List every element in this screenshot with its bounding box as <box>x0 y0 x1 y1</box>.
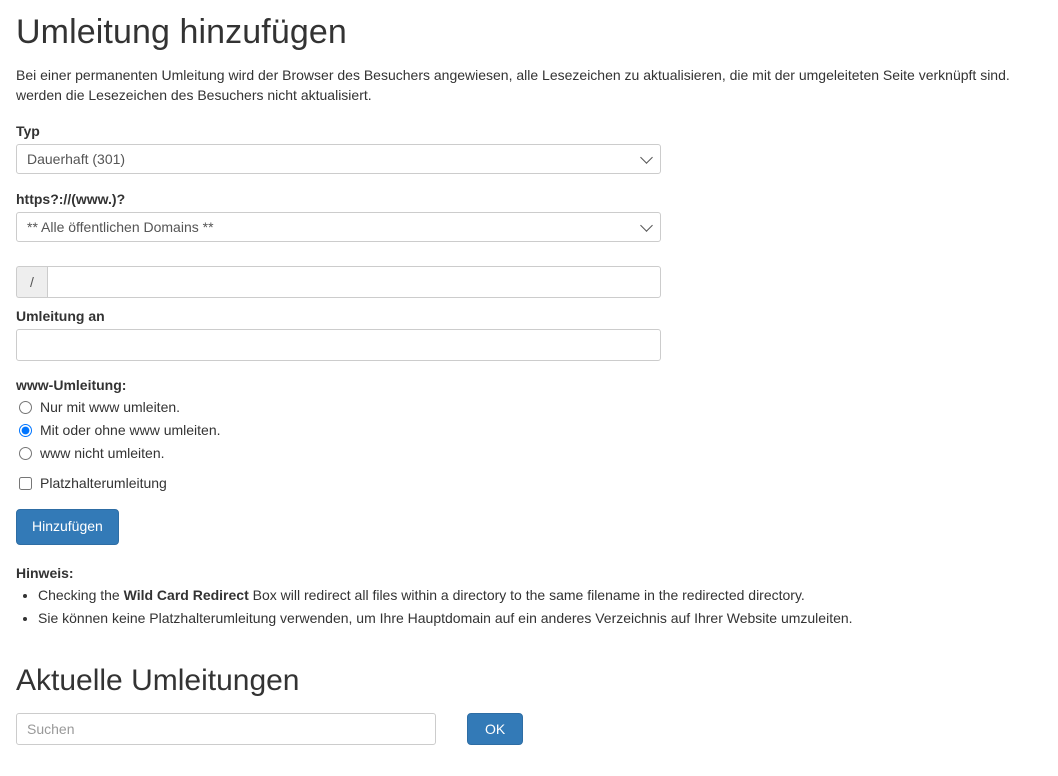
radio-with-or-without-www[interactable] <box>19 424 32 437</box>
type-select[interactable] <box>16 144 661 174</box>
wildcard-row[interactable] <box>16 475 1042 491</box>
domain-label: https?://(www.)? <box>16 191 126 208</box>
notes-title: Hinweis: <box>16 564 74 581</box>
spacer <box>16 259 1042 266</box>
type-label: Typ <box>16 123 40 140</box>
redirect-to-input[interactable] <box>16 329 661 361</box>
www-option-no-www[interactable] <box>16 444 1042 462</box>
notes-list <box>16 585 1042 629</box>
radio-only-www-label[interactable]: Nur mit www umleiten. <box>40 399 181 416</box>
path-input[interactable] <box>47 266 661 298</box>
note-suffix: Box will redirect all files within a directory to the same filename in the redirected directory. <box>248 586 805 603</box>
note-prefix: Checking the <box>38 586 124 603</box>
type-select-wrapper[interactable] <box>16 144 661 174</box>
www-redirect-label: www-Umleitung: <box>16 377 127 394</box>
add-redirect-button[interactable]: Hinzufügen <box>16 509 119 545</box>
note-prefix: Sie können keine Platzhalterumleitung verwenden, um Ihre Hauptdomain auf ein anderes Verzeichnis auf Ihrer Website umzuleiten. <box>38 609 853 626</box>
path-input-group <box>16 266 661 298</box>
search-input[interactable] <box>16 713 436 745</box>
domain-select[interactable] <box>16 212 661 242</box>
wildcard-label[interactable]: Platzhalterumleitung <box>40 475 167 492</box>
path-prefix-addon: / <box>16 266 47 298</box>
note-bold: Wild Card Redirect <box>123 586 249 603</box>
list-item <box>38 608 1042 629</box>
page-title: Umleitung hinzufügen <box>16 13 347 51</box>
radio-no-www-label[interactable]: www nicht umleiten. <box>40 445 165 462</box>
redirect-to-label: Umleitung an <box>16 308 105 325</box>
wildcard-checkbox[interactable] <box>19 477 32 490</box>
www-option-only-www[interactable] <box>16 398 1042 416</box>
current-redirects-title: Aktuelle Umleitungen <box>16 663 300 697</box>
radio-only-www[interactable] <box>19 401 32 414</box>
page-intro: Bei einer permanenten Umleitung wird der Browser des Besuchers angewiesen, alle Lesezeichen zu aktualisieren, die mit der umgeleiteten Seite verknüpft sind. werden die Lesezeichen des Besuchers nicht aktualisiert. <box>16 66 1010 104</box>
list-item <box>38 585 1042 606</box>
radio-no-www[interactable] <box>19 447 32 460</box>
www-option-with-or-without[interactable] <box>16 421 1042 439</box>
search-row <box>16 713 1042 745</box>
domain-select-wrapper[interactable] <box>16 212 661 242</box>
radio-with-or-without-www-label[interactable]: Mit oder ohne www umleiten. <box>40 422 221 439</box>
search-ok-button[interactable]: OK <box>467 713 523 745</box>
